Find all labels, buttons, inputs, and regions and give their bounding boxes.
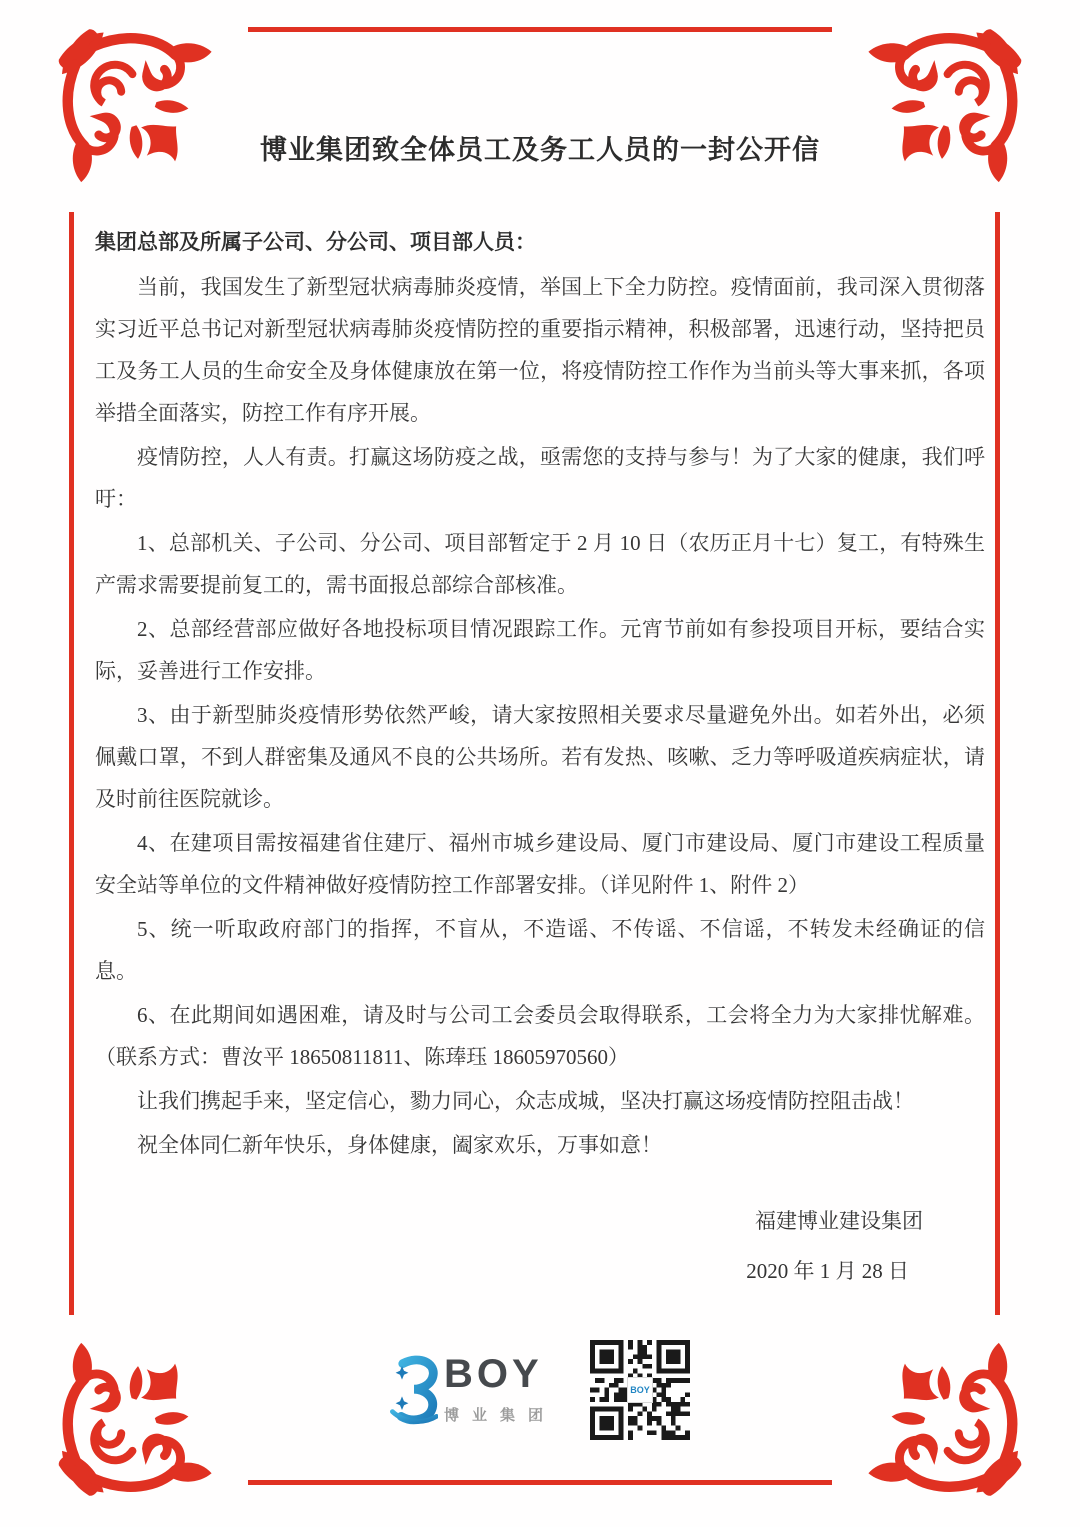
paragraph-item-1: 1、总部机关、子公司、分公司、项目部暂定于 2 月 10 日（农历正月十七）复工，有特殊生产需求需要提前复工的，需书面报总部综合部核准。 — [95, 531, 985, 597]
paragraph-appeal: 疫情防控，人人有责。打赢这场防疫之战，亟需您的支持与参与！为了大家的健康，我们呼吁： — [95, 445, 985, 511]
logo-text-block — [444, 1354, 556, 1429]
paragraph-greeting: 祝全体同仁新年快乐，身体健康，阖家欢乐，万事如意！ — [137, 1133, 662, 1157]
paragraph-item-2: 2、总部经营部应做好各地投标项目情况跟踪工作。元宵节前如有参投项目开标，要结合实际，妥善进行工作安排。 — [95, 617, 985, 683]
border-rule-left — [69, 212, 74, 1315]
paragraph-rally: 让我们携起手来，坚定信心，勠力同心，众志成城，坚决打赢这场疫情防控阻击战！ — [137, 1089, 914, 1113]
company-logo — [390, 1351, 556, 1429]
logo-subtext: 博业集团 — [443, 1407, 556, 1424]
border-rule-right — [995, 212, 1000, 1315]
paragraph-item-5: 5、统一听取政府部门的指挥，不盲从，不造谣、不传谣、不信谣，不转发未经确证的信息。 — [95, 917, 985, 983]
paragraph-item-4: 4、在建项目需按福建省住建厅、福州市城乡建设局、厦门市建设局、厦门市建设工程质量安全站等单位的文件精神做好疫情防控工作部署安排。（详见附件 1、附件 2） — [95, 831, 985, 897]
signature-block — [95, 1196, 985, 1296]
letter-salutation: 集团总部及所属子公司、分公司、项目部人员： — [95, 230, 536, 254]
qr-center-logo: BOY — [627, 1377, 653, 1403]
qr-code — [590, 1340, 690, 1440]
logo-b-icon — [390, 1351, 438, 1429]
paragraph-intro: 当前，我国发生了新型冠状病毒肺炎疫情，举国上下全力防控。疫情面前，我司深入贯彻落实习近平总书记对新型冠状病毒肺炎疫情防控的重要指示精神，积极部署，迅速行动，坚持把员工及务工人员的生命安全及身体健康放在第一位，将疫情防控工作作为当前头等大事来抓，各项举措全面落实，防控工作有序开展。 — [95, 275, 985, 425]
letter-content — [95, 128, 985, 1440]
border-rule-top — [248, 27, 832, 32]
paragraph-item-3: 3、由于新型肺炎疫情形势依然严峻，请大家按照相关要求尽量避免外出。如若外出，必须佩戴口罩，不到人群密集及通风不良的公共场所。若有发热、咳嗽、乏力等呼吸道疾病症状，请及时前往医院就诊。 — [95, 703, 985, 811]
border-rule-bottom — [248, 1480, 832, 1485]
logo-text: BOY — [443, 1352, 543, 1396]
paragraph-item-6: 6、在此期间如遇困难，请及时与公司工会委员会取得联系，工会将全力为大家排忧解难。（联系方式：曹汝平 18650811811、陈琫珏 18605970560） — [95, 1003, 985, 1069]
signature-date: 2020 年 1 月 28 日 — [746, 1259, 909, 1283]
signature-org: 福建博业建设集团 — [755, 1209, 923, 1233]
footer — [95, 1340, 985, 1440]
letter-title: 博业集团致全体员工及务工人员的一封公开信 — [260, 135, 820, 165]
